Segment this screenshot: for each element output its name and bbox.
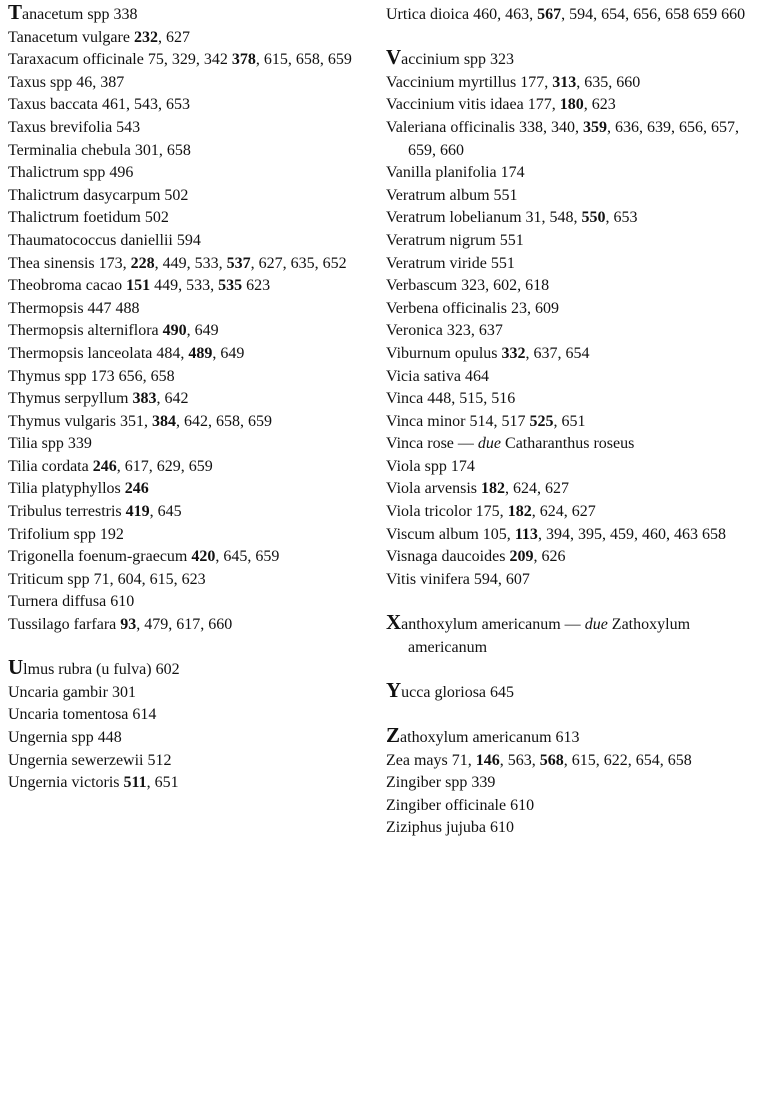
index-entry	[8, 388, 380, 411]
index-entry	[8, 253, 380, 276]
index-entry	[8, 750, 380, 773]
index-entry	[386, 456, 758, 479]
index-entry	[8, 140, 380, 163]
index-entry	[8, 614, 380, 637]
cross-ref-word: due	[477, 435, 502, 453]
section-letter: V	[386, 45, 402, 70]
section-letter: Z	[386, 723, 401, 747]
entry-text: Triticum spp 71, 604, 615, 623	[8, 570, 206, 588]
entry-text: Vitis vinifera 594, 607	[386, 570, 530, 588]
entry-text: Vinca minor 514, 517	[386, 412, 530, 430]
index-entry	[8, 655, 380, 682]
index-entry	[8, 207, 380, 230]
page-number-main: 383	[132, 390, 157, 408]
page-number-main: 93	[120, 616, 137, 634]
index-entry	[386, 524, 758, 547]
entry-pages: , 642	[156, 390, 189, 408]
entry-text: Urtica dioica 460, 463,	[386, 6, 538, 23]
index-entry	[386, 772, 758, 795]
entry-pages: , 642, 658, 659	[176, 412, 272, 430]
index-entry	[8, 501, 380, 524]
cross-ref-word: due	[584, 616, 608, 634]
index-entry	[386, 230, 758, 253]
entry-text: Taraxacum officinale 75, 329, 342	[8, 51, 232, 69]
index-entry	[386, 185, 758, 208]
page-number-main: 489	[188, 344, 213, 362]
index-entry	[8, 343, 380, 366]
entry-pages: , 615, 622, 654, 658	[563, 751, 692, 769]
index-entry	[8, 0, 380, 27]
index-entry	[386, 795, 758, 818]
entry-text: Vanilla planifolia 174	[386, 164, 525, 182]
entry-text: Zingiber officinale 610	[386, 796, 535, 814]
entry-pages: , 649	[212, 344, 245, 362]
index-entry	[8, 49, 380, 72]
page-number-main: 182	[481, 480, 506, 498]
entry-text: Vaccinium myrtillus 177,	[386, 73, 553, 91]
index-entry	[386, 388, 758, 411]
entry-pages: , 624, 627	[505, 480, 570, 498]
entry-pages: , 394, 395, 459, 460, 463 658	[537, 525, 726, 543]
entry-text: Theobroma cacao	[8, 277, 127, 295]
entry-pages: , 636, 639, 656, 657, 659, 660	[408, 118, 739, 159]
page-number-main: 332	[501, 344, 526, 362]
entry-text: ucca gloriosa 645	[401, 683, 515, 701]
entry-text: anthoxylum americanum —	[401, 616, 585, 634]
entry-pages: , 594, 654, 656, 658 659 660	[561, 6, 746, 23]
page-number-main: 550	[581, 209, 606, 227]
entry-text: Thermopsis 447 488	[8, 299, 140, 317]
entry-text: Viscum album 105,	[386, 525, 515, 543]
page-number-main: 113	[514, 525, 538, 543]
entry-pages: , 653	[605, 209, 638, 227]
page-number-main: 232	[133, 28, 158, 46]
page-number-main: 228	[130, 254, 155, 272]
section-gap	[386, 704, 758, 727]
entry-text: Vaccinium vitis idaea 177,	[386, 96, 560, 114]
section-gap	[386, 27, 758, 50]
entry-text: Zingiber spp 339	[386, 774, 496, 792]
index-entry	[386, 366, 758, 389]
entry-text: Tilia spp 339	[8, 435, 92, 453]
section-letter: X	[386, 610, 402, 635]
page-number-main: 151	[126, 277, 151, 295]
page-number-main: 420	[191, 548, 216, 566]
entry-text: Tilia cordata	[8, 457, 93, 475]
index-entry	[386, 45, 758, 72]
entry-text: accinium spp 323	[401, 51, 515, 69]
page-number-main: 378	[231, 51, 256, 69]
page-number-main: 525	[529, 412, 554, 430]
entry-text: Thalictrum spp 496	[8, 164, 134, 182]
entry-pages: Catharanthus roseus	[501, 435, 635, 453]
entry-pages: , 626	[533, 548, 566, 566]
entry-text: Veratrum nigrum 551	[386, 231, 524, 249]
index-entry	[386, 723, 758, 750]
page-number-main: 246	[124, 480, 149, 498]
index-entry	[8, 298, 380, 321]
index-entry	[386, 677, 758, 705]
section-gap	[386, 591, 758, 614]
entry-text: Tussilago farfara	[8, 616, 121, 634]
index-entry	[8, 117, 380, 140]
entry-pages: , 645, 659	[215, 548, 280, 566]
entry-pages: , 449, 533,	[154, 254, 227, 272]
index-entry	[386, 162, 758, 185]
entry-text: Ungernia sewerzewii 512	[8, 751, 172, 769]
entry-pages: , 563,	[499, 751, 540, 769]
page-number-main: 359	[582, 118, 607, 136]
index-entry	[386, 320, 758, 343]
index-entry	[8, 524, 380, 547]
index-entry	[8, 682, 380, 705]
entry-text: anacetum spp 338	[22, 6, 138, 23]
entry-text: Vicia sativa 464	[386, 367, 490, 385]
index-entry	[8, 275, 380, 298]
entry-pages: , 637, 654	[525, 344, 590, 362]
index-entry	[386, 94, 758, 117]
index-entry	[8, 27, 380, 50]
index-entry	[8, 456, 380, 479]
entry-pages: 449, 533,	[150, 277, 219, 295]
entry-pages: , 651	[553, 412, 586, 430]
index-column-right	[386, 4, 758, 840]
entry-text: Thermopsis alterniflora	[8, 322, 163, 340]
entry-text: Viola tricolor 175,	[386, 503, 508, 521]
index-entry	[8, 546, 380, 569]
entry-text: Veratrum lobelianum 31, 548,	[386, 209, 582, 227]
index-entry	[386, 207, 758, 230]
index-entry	[8, 704, 380, 727]
section-letter: U	[8, 655, 24, 680]
page-number-main: 313	[552, 73, 577, 91]
page-number-main: 568	[539, 751, 564, 769]
entry-pages: Zathoxylum americanum	[408, 616, 691, 656]
index-entry	[386, 433, 758, 456]
index-entry	[386, 750, 758, 773]
index-entry	[8, 94, 380, 117]
entry-text: Valeriana officinalis 338, 340,	[386, 118, 583, 136]
entry-pages: , 623	[583, 96, 616, 114]
index-entry	[8, 411, 380, 434]
entry-text: Viburnum opulus	[386, 344, 502, 362]
index-entry	[386, 298, 758, 321]
entry-pages: , 615, 658, 659	[255, 51, 352, 69]
entry-pages: , 651	[146, 774, 179, 792]
entry-text: Veratrum viride 551	[386, 254, 515, 272]
entry-text: Verbascum 323, 602, 618	[386, 277, 550, 295]
entry-text: Terminalia chebula 301, 658	[8, 141, 191, 159]
index-entry	[8, 433, 380, 456]
entry-pages: , 627, 635, 652	[250, 254, 347, 272]
index-entry	[386, 343, 758, 366]
section-gap	[386, 659, 758, 682]
page-number-main: 535	[218, 277, 243, 295]
entry-text: Uncaria tomentosa 614	[8, 706, 157, 724]
entry-text: Veronica 323, 637	[386, 322, 503, 340]
entry-text: Viola arvensis	[386, 480, 482, 498]
index-entry	[386, 253, 758, 276]
section-letter: T	[8, 0, 23, 24]
section-letter: Y	[386, 677, 402, 702]
index-entry	[386, 569, 758, 592]
index-entry	[8, 478, 380, 501]
entry-text: Turnera diffusa 610	[8, 593, 135, 611]
entry-text: Ungernia spp 448	[8, 729, 122, 746]
entry-pages: , 479, 617, 660	[136, 616, 233, 634]
page-number-main: 567	[537, 6, 562, 23]
entry-text: Uncaria gambir 301	[8, 683, 136, 701]
entry-text: Thermopsis lanceolata 484,	[8, 344, 189, 362]
page-number-main: 182	[507, 503, 532, 521]
index-entry	[8, 162, 380, 185]
index-entry	[8, 366, 380, 389]
entry-text: Trifolium spp 192	[8, 525, 124, 543]
page-number-main: 490	[162, 322, 187, 340]
index-column-left	[8, 0, 380, 795]
page-number-main: 246	[92, 457, 117, 475]
entry-text: athoxylum americanum 613	[400, 729, 580, 746]
index-entry	[8, 727, 380, 750]
entry-text: Zea mays 71,	[386, 751, 476, 769]
page-number-main: 146	[475, 751, 500, 769]
entry-pages: , 627	[157, 28, 190, 46]
entry-pages: , 617, 629, 659	[116, 457, 213, 475]
entry-pages: , 649	[186, 322, 219, 340]
index-entry	[8, 569, 380, 592]
index-entry	[386, 4, 758, 27]
page-number-main: 537	[226, 254, 251, 272]
entry-text: Taxus spp 46, 387	[8, 73, 125, 91]
entry-text: lmus rubra (u fulva) 602	[23, 661, 180, 679]
entry-text: Trigonella foenum-graecum	[8, 548, 192, 566]
page-number-main: 419	[125, 503, 150, 521]
index-entry	[386, 610, 758, 659]
entry-text: Vinca rose —	[386, 435, 478, 453]
entry-text: Thea sinensis 173,	[8, 254, 131, 272]
entry-text: Taxus baccata 461, 543, 653	[8, 96, 190, 114]
entry-text: Tilia platyphyllos	[8, 480, 125, 498]
index-entry	[8, 72, 380, 95]
index-entry	[386, 501, 758, 524]
entry-text: Thalictrum foetidum 502	[8, 209, 169, 227]
entry-text: Thalictrum dasycarpum 502	[8, 186, 189, 204]
entry-text: Thymus serpyllum	[8, 390, 133, 408]
entry-text: Tribulus terrestris	[8, 503, 126, 521]
entry-text: Thymus vulgaris 351,	[8, 412, 152, 430]
entry-pages: , 624, 627	[531, 503, 596, 521]
entry-text: Thaumatococcus daniellii 594	[8, 231, 201, 249]
index-entry	[8, 185, 380, 208]
index-entry	[386, 72, 758, 95]
entry-text: Tanacetum vulgare	[8, 28, 134, 46]
entry-text: Ungernia victoris	[8, 774, 124, 792]
index-entry	[386, 478, 758, 501]
section-gap	[8, 637, 380, 660]
entry-pages: , 645	[149, 503, 182, 521]
index-entry	[386, 117, 758, 162]
index-entry	[386, 275, 758, 298]
entry-text: Viola spp 174	[386, 457, 475, 475]
entry-pages: 623	[242, 277, 271, 295]
entry-text: Veratrum album 551	[386, 186, 518, 204]
entry-text: Verbena officinalis 23, 609	[386, 299, 559, 317]
index-entry	[386, 411, 758, 434]
index-entry	[8, 320, 380, 343]
index-entry	[8, 591, 380, 614]
page-number-main: 180	[559, 96, 584, 114]
index-entry	[386, 817, 758, 840]
entry-text: Taxus brevifolia 543	[8, 118, 141, 136]
page-number-main: 384	[152, 412, 176, 430]
page-number-main: 209	[509, 548, 534, 566]
entry-text: Ziziphus jujuba 610	[386, 819, 514, 837]
index-entry	[8, 772, 380, 795]
entry-text: Vinca 448, 515, 516	[386, 390, 516, 408]
entry-text: Thymus spp 173 656, 658	[8, 367, 175, 385]
page-number-main: 511	[123, 774, 147, 792]
entry-text: Visnaga daucoides	[386, 548, 510, 566]
index-entry	[8, 230, 380, 253]
index-entry	[386, 546, 758, 569]
entry-pages: , 635, 660	[576, 73, 641, 91]
